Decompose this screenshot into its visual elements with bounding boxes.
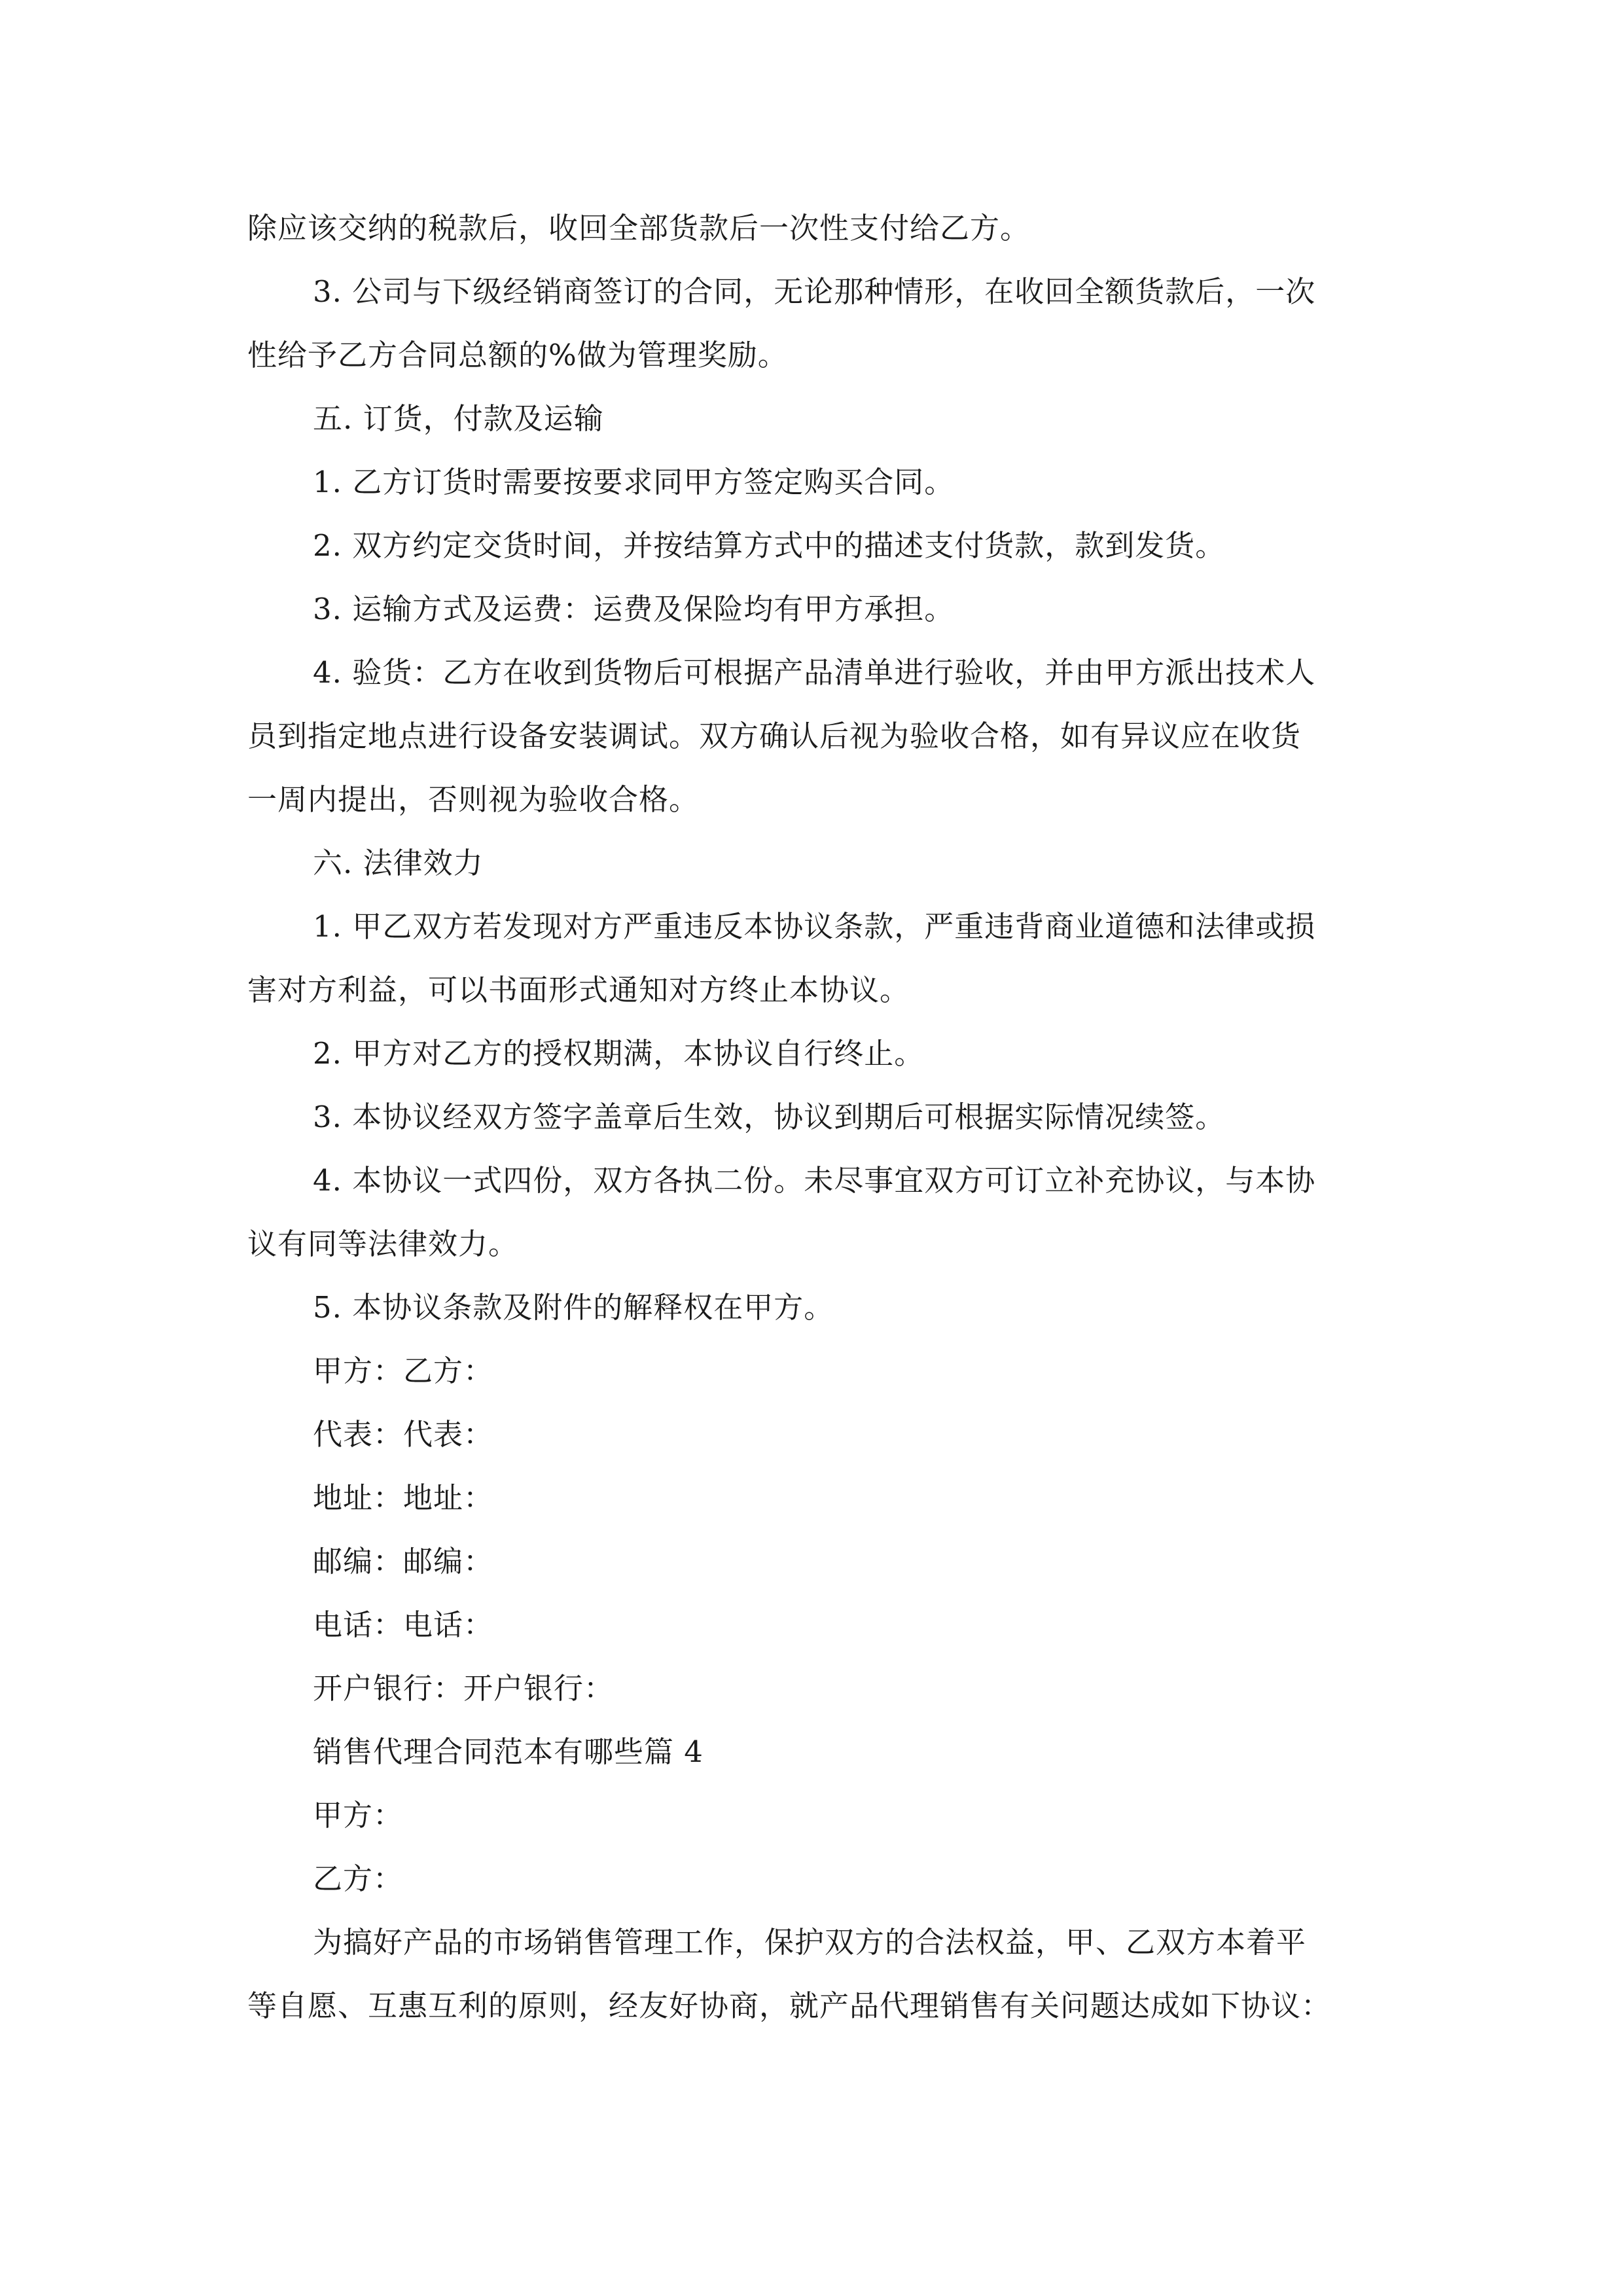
section-heading: 五. 订货，付款及运输 xyxy=(313,401,604,436)
clause-line: 2. 甲方对乙方的授权期满，本协议自行终止。 xyxy=(313,1036,925,1071)
party-a-field: 甲方： xyxy=(313,1798,404,1833)
party-b-field: 乙方： xyxy=(313,1861,404,1896)
clause-line: 2. 双方约定交货时间，并按结算方式中的描述支付货款，款到发货。 xyxy=(313,528,1226,563)
signature-field-phone: 电话：电话： xyxy=(313,1607,494,1642)
paragraph-line: 议有同等法律效力。 xyxy=(247,1227,519,1261)
signature-field-representative: 代表：代表： xyxy=(313,1417,494,1452)
signature-field-postcode: 邮编：邮编： xyxy=(313,1544,494,1579)
section-heading: 六. 法律效力 xyxy=(313,846,484,880)
clause-line: 3. 本协议经双方签字盖章后生效，协议到期后可根据实际情况续签。 xyxy=(313,1100,1226,1134)
signature-field-party: 甲方：乙方： xyxy=(313,1354,494,1388)
clause-line: 4. 本协议一式四份，双方各执二份。未尽事宜双方可订立补充协议，与本协 xyxy=(313,1163,1316,1198)
clause-line: 5. 本协议条款及附件的解释权在甲方。 xyxy=(313,1290,834,1325)
signature-field-address: 地址：地址： xyxy=(313,1480,494,1515)
signature-field-bank: 开户银行：开户银行： xyxy=(313,1671,615,1706)
clause-line: 1. 乙方订货时需要按要求同甲方签定购买合同。 xyxy=(313,465,955,499)
clause-line: 3. 公司与下级经销商签订的合同，无论那种情形，在收回全额货款后，一次 xyxy=(313,274,1316,309)
paragraph-line: 除应该交纳的税款后，收回全部货款后一次性支付给乙方。 xyxy=(247,211,1031,245)
paragraph-line: 员到指定地点进行设备安装调试。双方确认后视为验收合格，如有异议应在收货 xyxy=(247,719,1302,753)
paragraph-line: 性给予乙方合同总额的%做为管理奖励。 xyxy=(247,338,788,372)
clause-line: 为搞好产品的市场销售管理工作，保护双方的合法权益，甲、乙双方本着平 xyxy=(313,1925,1307,1960)
clause-line: 4. 验货：乙方在收到货物后可根据产品清单进行验收，并由甲方派出技术人 xyxy=(313,655,1316,690)
clause-line: 3. 运输方式及运费：运费及保险均有甲方承担。 xyxy=(313,592,955,626)
paragraph-line: 害对方利益，可以书面形式通知对方终止本协议。 xyxy=(247,973,910,1007)
paragraph-line: 一周内提出，否则视为验收合格。 xyxy=(247,782,700,817)
clause-line: 1. 甲乙双方若发现对方严重违反本协议条款，严重违背商业道德和法律或损 xyxy=(313,909,1316,944)
paragraph-line: 等自愿、互惠互利的原则，经友好协商，就产品代理销售有关问题达成如下协议： xyxy=(247,1988,1332,2023)
article-title: 销售代理合同范本有哪些篇 4 xyxy=(313,1734,704,1769)
